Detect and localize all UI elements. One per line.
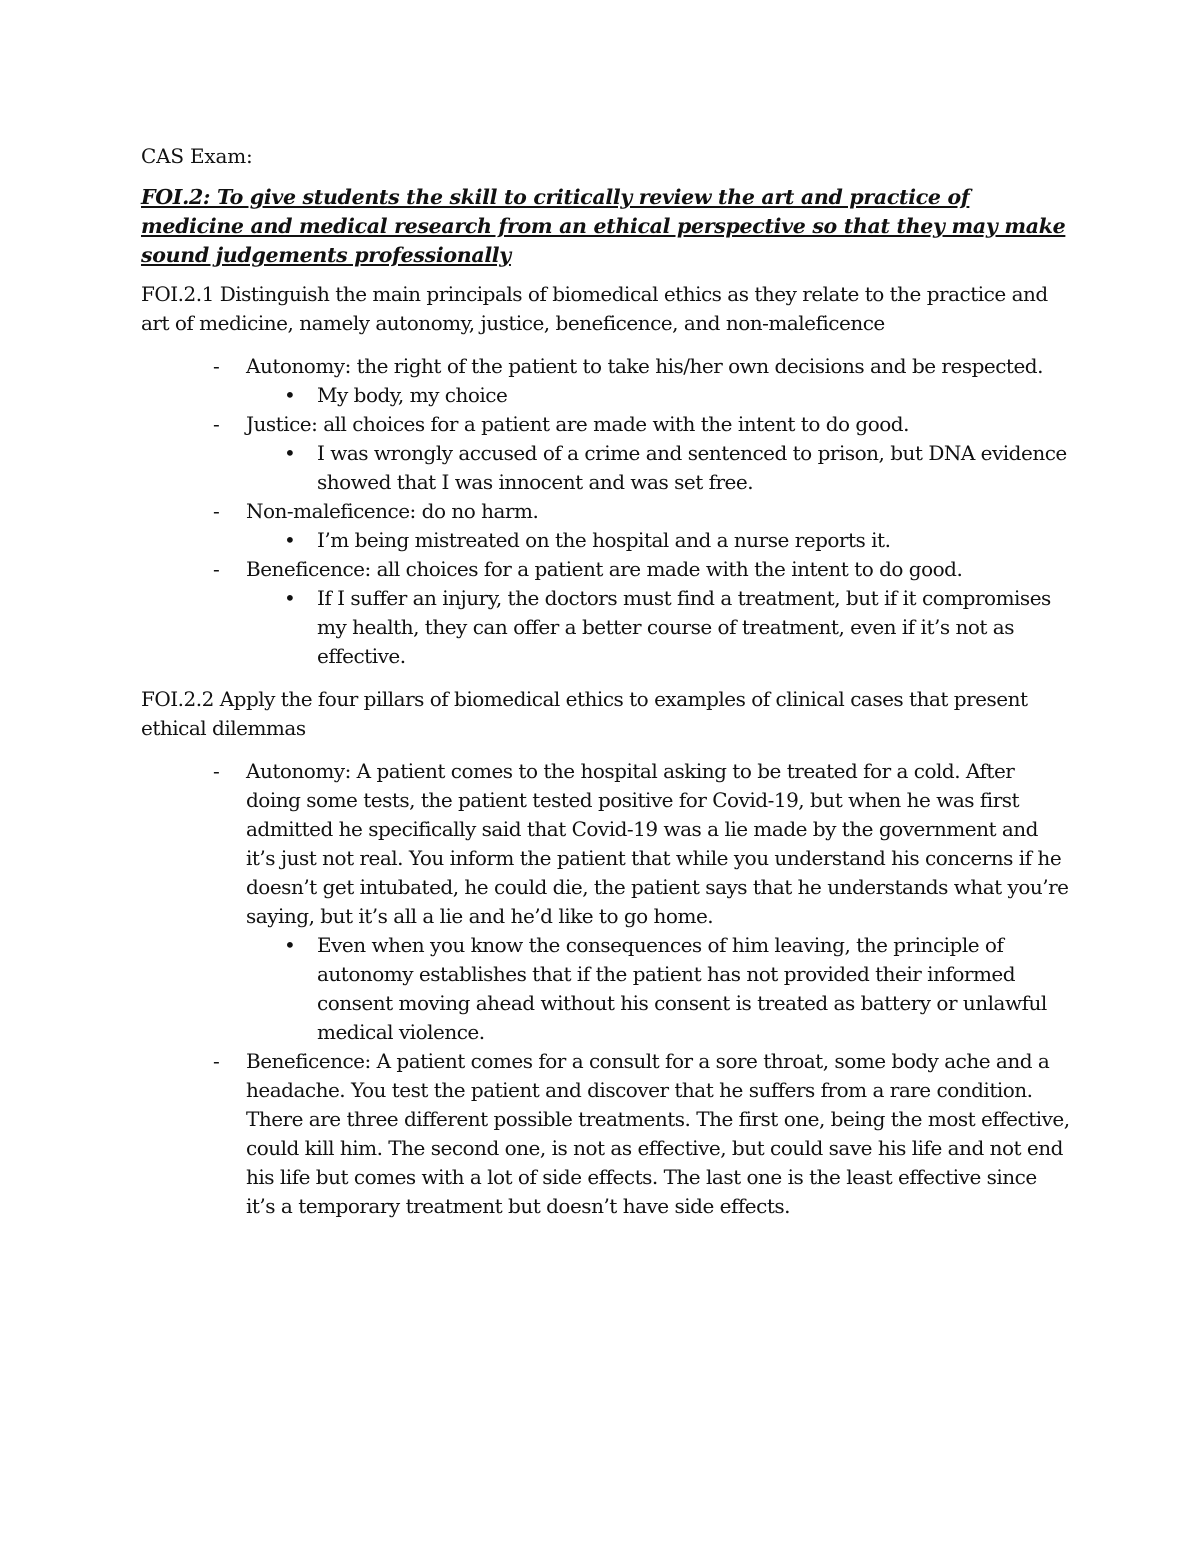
sub-bullet-item [246,439,1071,497]
sub-bullet-item [246,381,1071,410]
list-item-non-maleficence [141,497,1071,555]
dash-marker: - [213,1049,220,1073]
list-item-text: Autonomy: the right of the patient to take his/her own decisions and be respected. [246,354,1043,378]
dash-marker: - [213,499,220,523]
sub-bullet-list [246,526,1071,555]
sub-bullet-text: I’m being mistreated on the hospital and a nurse reports it. [317,528,891,552]
sub-bullet-list [246,381,1071,410]
list-item-text: Non-maleficence: do no harm. [246,499,539,523]
objective-heading: FOI.2: To give students the skill to critically review the art and practice of medicine and medical research from an ethical perspective so that they may make sound judgements professionally [141,185,1066,267]
dash-marker: - [213,557,220,581]
bullet-marker: • [284,528,296,552]
list-item-text: Autonomy: A patient comes to the hospital asking to be treated for a cold. After doing some tests, the patient tested positive for Covid-19, but when he was first admitted he specifically said that Covid-19 was a lie made by the government and it’s just not real. You inform the patient that while you understand his concerns if he doesn’t get intubated, he could die, the patient says that he understands what you’re saying, but it’s all a lie and he’d like to go home. [246,759,1069,928]
section-heading-foi-2-2: FOI.2.2 Apply the four pillars of biomedical ethics to examples of clinical cases that present ethical dilemmas [141,687,1028,740]
list-item-justice [141,410,1071,497]
bullet-marker: • [284,933,296,957]
list-item-text: Beneficence: A patient comes for a consult for a sore throat, some body ache and a headache. You test the patient and discover that he suffers from a rare condition. There are three different possible treatments. The first one, being the most effective, could kill him. The second one, is not as effective, but could save his life and not end his life but comes with a lot of side effects. The last one is the least effective since it’s a temporary treatment but doesn’t have side effects. [246,1049,1070,1218]
sub-bullet-text: My body, my choice [317,383,508,407]
list-item-autonomy [141,352,1071,410]
list-item-autonomy-case [141,757,1071,1047]
exam-title: CAS Exam: [141,144,253,168]
list-item-text: Justice: all choices for a patient are made with the intent to do good. [246,412,909,436]
dash-marker: - [213,759,220,783]
list-item-text: Beneficence: all choices for a patient are made with the intent to do good. [246,557,963,581]
list-item-beneficence [141,555,1071,671]
document-page [141,142,1071,1235]
sub-bullet-list [246,439,1071,497]
bullet-marker: • [284,383,296,407]
dash-marker: - [213,354,220,378]
section-heading-foi-2-1: FOI.2.1 Distinguish the main principals of biomedical ethics as they relate to the practice and art of medicine, namely autonomy, justice, beneficence, and non-maleficence [141,282,1048,335]
clinical-cases-list [141,757,1071,1221]
sub-bullet-text: If I suffer an injury, the doctors must find a treatment, but if it compromises my health, they can offer a better course of treatment, even if it’s not as effective. [317,586,1051,668]
sub-bullet-item [246,526,1071,555]
bullet-marker: • [284,441,296,465]
list-item-beneficence-case [141,1047,1071,1221]
sub-bullet-list [246,584,1071,671]
sub-bullet-text: I was wrongly accused of a crime and sentenced to prison, but DNA evidence showed that I was innocent and was set free. [317,441,1067,494]
dash-marker: - [213,412,220,436]
sub-bullet-item [246,584,1071,671]
sub-bullet-item [246,931,1071,1047]
principles-list [141,352,1071,671]
sub-bullet-text: Even when you know the consequences of him leaving, the principle of autonomy establishes that if the patient has not provided their informed consent moving ahead without his consent is treated as battery or unlawful medical violence. [317,933,1047,1044]
bullet-marker: • [284,586,296,610]
sub-bullet-list [246,931,1071,1047]
